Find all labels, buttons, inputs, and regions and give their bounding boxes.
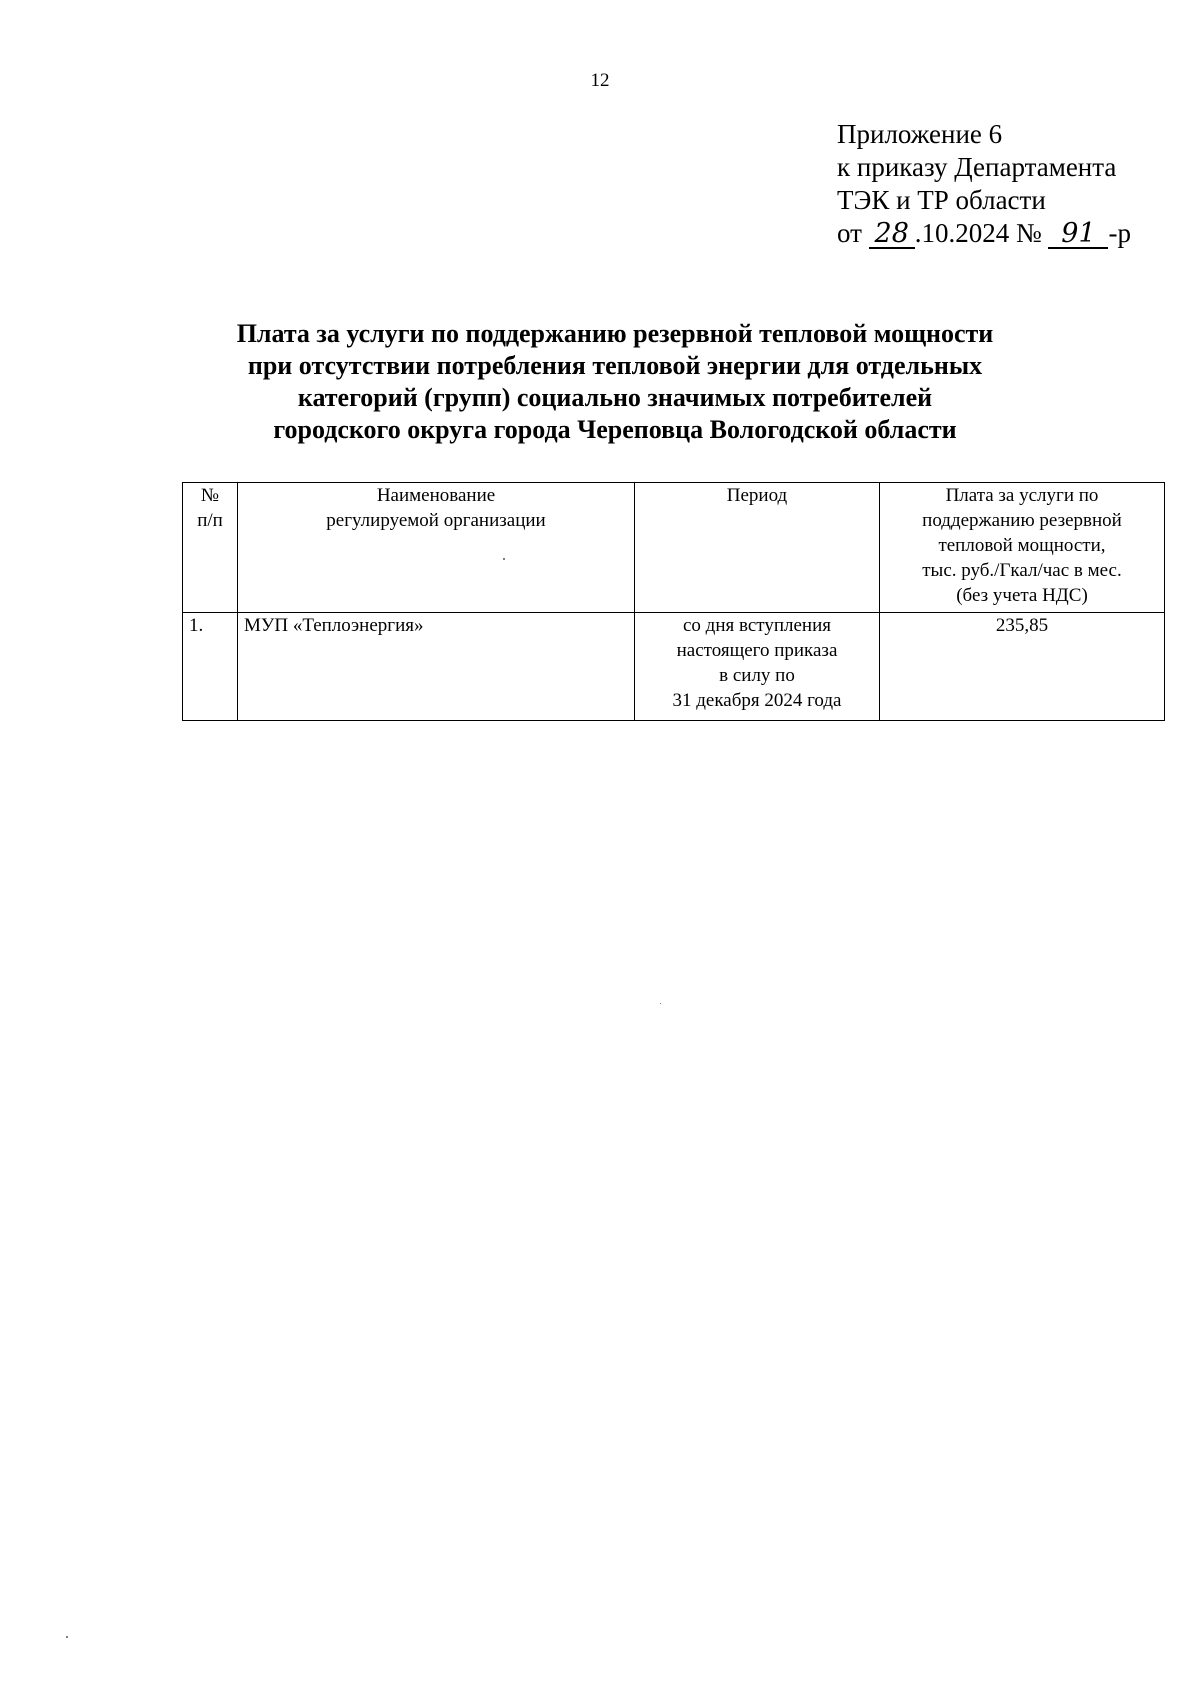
- header-num: [183, 483, 238, 613]
- header-period: [635, 483, 880, 613]
- date-rest: .10.2024 №: [914, 218, 1049, 248]
- order-suffix: -р: [1108, 218, 1131, 248]
- scan-speck: [660, 1003, 661, 1004]
- header-text: Период: [726, 485, 788, 506]
- header-text: тыс. руб./Гкал/час в мес.: [922, 560, 1122, 581]
- cell-num: 1.: [183, 613, 238, 721]
- header-text: Плата за услуги по: [945, 485, 1099, 506]
- header-organization: [238, 483, 635, 613]
- scan-speck: [66, 1636, 68, 1638]
- cell-period: [635, 613, 880, 721]
- table-header-row: [183, 483, 1165, 613]
- title-line: при отсутствии потребления тепловой энергии для отдельных: [247, 351, 983, 380]
- date-prefix: от: [837, 218, 869, 248]
- header-text: регулируемой организации: [326, 510, 546, 531]
- handwritten-day: 28: [869, 221, 915, 249]
- appendix-title: Приложение 6: [837, 119, 1003, 149]
- period-text: 31 декабря 2024 года: [672, 690, 842, 711]
- title-line: категорий (групп) социально значимых потребителей: [297, 383, 933, 412]
- fees-table: [182, 482, 1165, 721]
- appendix-block: [837, 118, 1131, 250]
- period-text: со дня вступления: [682, 615, 831, 636]
- cell-organization: МУП «Теплоэнергия»: [238, 613, 635, 721]
- appendix-reference: к приказу Департамента: [837, 152, 1117, 182]
- page-number: 12: [590, 70, 610, 91]
- appendix-date-line: [837, 217, 1131, 250]
- header-text: №: [200, 485, 220, 506]
- title-line: городского округа города Череповца Вологодской области: [273, 415, 957, 444]
- header-text: п/п: [197, 510, 223, 531]
- period-text: в силу по: [719, 665, 795, 686]
- title-line: Плата за услуги по поддержанию резервной тепловой мощности: [236, 319, 994, 348]
- header-fee: [880, 483, 1165, 613]
- header-text: тепловой мощности,: [938, 535, 1106, 556]
- header-text: Наименование: [376, 485, 496, 506]
- appendix-department: ТЭК и ТР области: [837, 185, 1046, 215]
- cell-fee: 235,85: [880, 613, 1165, 721]
- period-text: настоящего приказа: [676, 640, 838, 661]
- header-text: поддержанию резервной: [922, 510, 1122, 531]
- handwritten-order-number: 91: [1048, 221, 1108, 249]
- document-title: [160, 318, 1070, 446]
- scan-speck: [503, 558, 505, 560]
- header-text: (без учета НДС): [956, 585, 1088, 606]
- table-row: [183, 613, 1165, 721]
